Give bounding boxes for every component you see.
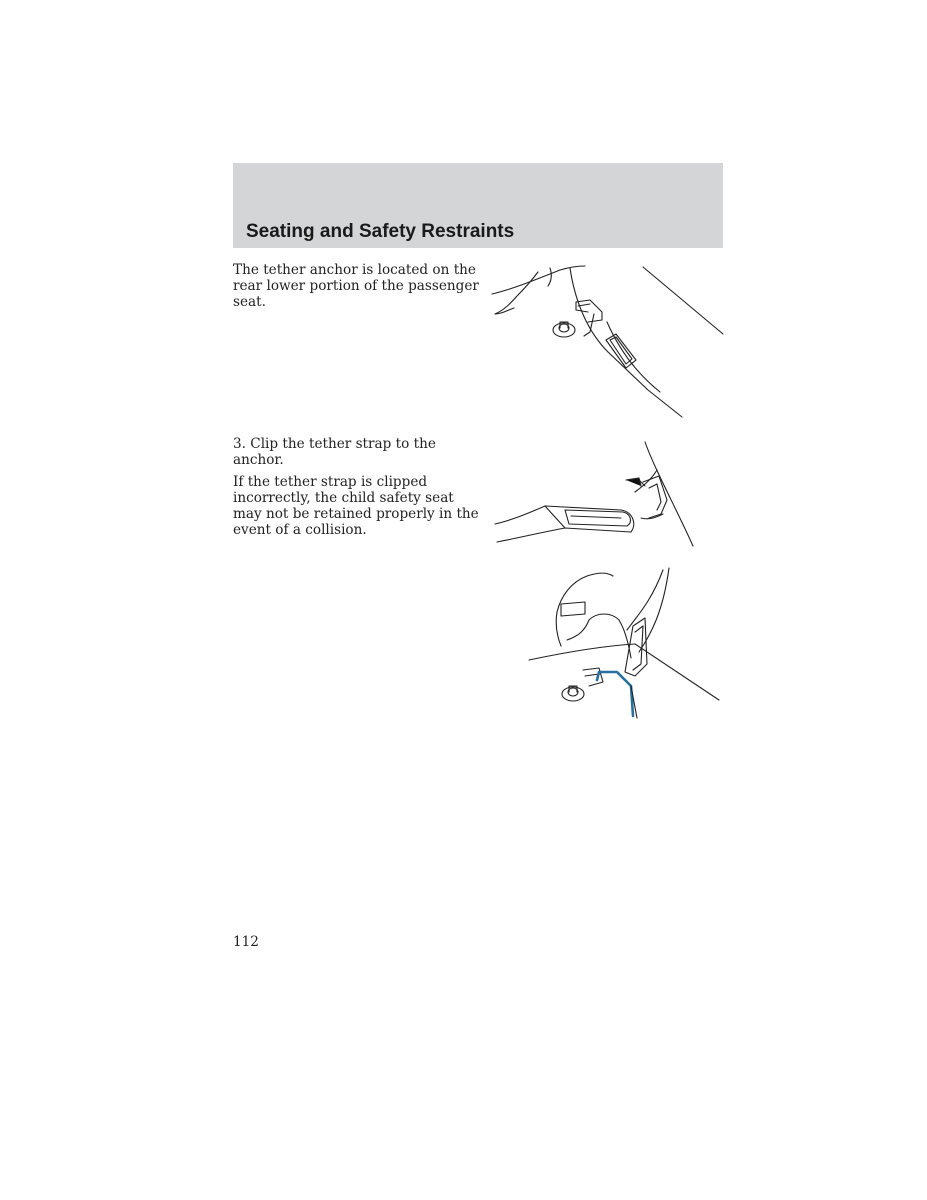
tether-anchored-illustration: [527, 568, 722, 723]
seat-cushion-edge: [492, 266, 585, 294]
tether-anchor-illustration: [490, 262, 725, 422]
paragraph-step-3: 3. Clip the tether strap to the anchor.: [233, 436, 436, 468]
paragraph-warning: If the tether strap is clipped incorrectly, the child safety seat may not be retained properly in the event of a collision.: [233, 474, 479, 538]
child-seat-strap-slot: [561, 602, 585, 616]
page-number: 112: [233, 934, 259, 950]
paragraph-anchor-location: The tether anchor is located on the rear lower portion of the passenger seat.: [233, 262, 479, 310]
anchor-loop-inner: [649, 484, 661, 510]
tether-clip-illustration: [493, 440, 698, 550]
section-header-band: [233, 163, 723, 248]
anchor-bolt-icon: [562, 686, 584, 701]
seat-back-edge-line: [643, 267, 723, 334]
seat-back-diagonal: [635, 644, 719, 700]
seat-fabric-fold: [495, 272, 538, 314]
seat-frame-line: [570, 268, 682, 417]
tether-anchor-loop: [606, 334, 636, 368]
floor-line: [529, 644, 635, 660]
tether-strap: [495, 506, 634, 542]
seat-back-line: [645, 442, 693, 546]
anchor-bolt-icon: [553, 322, 575, 337]
section-title: Seating and Safety Restraints: [246, 221, 515, 242]
direction-arrow-icon: [626, 478, 641, 486]
anchor-bracket: [576, 300, 602, 336]
